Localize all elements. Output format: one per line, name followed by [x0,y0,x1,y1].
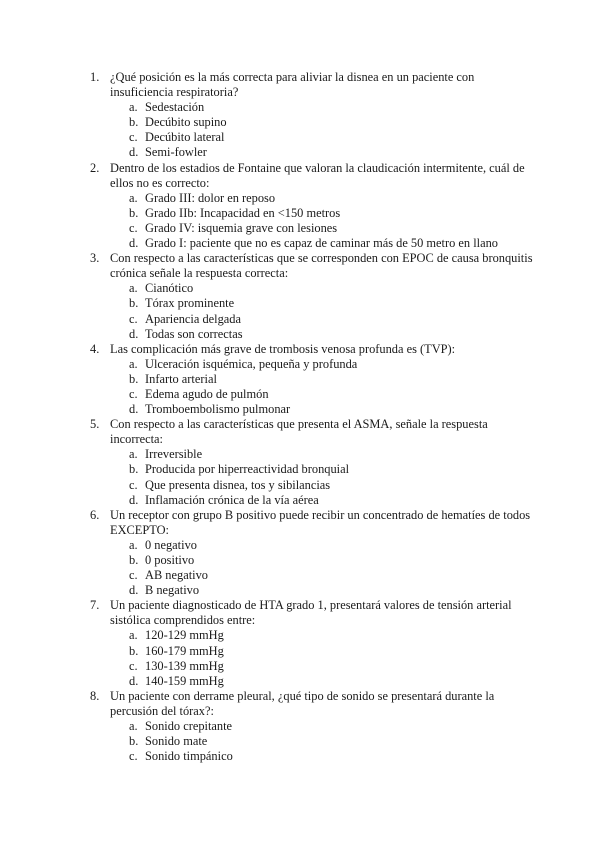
question-1 [90,70,535,161]
question-text: ¿Qué posición es la más correcta para aliviar la disnea en un paciente con insuficiencia respiratoria? [110,70,475,100]
option-letter: b. [129,205,139,220]
answer-option [90,100,535,115]
question-number: 3. [90,251,100,266]
option-text: Sonido mate [145,734,208,749]
question-7 [90,598,535,689]
option-letter: d. [129,402,139,417]
answer-options [90,628,535,688]
option-letter: b. [129,296,139,311]
answer-option [90,206,535,221]
option-text: Irreversible [145,447,203,462]
option-letter: a. [129,628,138,643]
answer-options [90,281,535,341]
question-text: Un paciente con derrame pleural, ¿qué tipo de sonido se presentará durante la percusión del tórax?: [110,688,495,718]
option-letter: b. [129,553,139,567]
answer-option [90,236,535,251]
question-number: 5. [90,417,100,432]
option-letter: c. [129,386,138,401]
answer-option [90,447,535,462]
question-row [90,689,535,719]
option-text: 120-129 mmHg [145,628,224,643]
answer-option [90,462,535,477]
answer-option [90,568,535,583]
answer-option [90,644,535,659]
question-6 [90,508,535,599]
question-row [90,417,535,447]
option-text: Tromboembolismo pulmonar [145,402,291,417]
option-letter: a. [129,100,138,115]
option-letter: c. [129,568,138,583]
question-4 [90,342,535,417]
option-text: Que presenta disnea, tos y sibilancias [145,477,331,492]
option-letter: d. [129,583,139,598]
answer-option [90,719,535,734]
option-text: AB negativo [145,568,208,583]
question-2 [90,161,535,252]
option-text: Semi-fowler [145,145,207,160]
answer-option [90,583,535,598]
answer-option [90,312,535,327]
answer-options [90,100,535,160]
answer-option [90,553,535,568]
question-number: 7. [90,598,100,613]
answer-options [90,447,535,507]
option-letter: d. [129,236,139,251]
option-text: Sonido crepitante [145,719,233,734]
option-letter: c. [129,130,138,145]
option-letter: a. [129,719,138,734]
option-text: Apariencia delgada [145,311,241,326]
question-row [90,70,535,100]
option-letter: d. [129,673,139,688]
option-letter: a. [129,281,138,296]
question-text: Con respecto a las características que presenta el ASMA, señale la respuesta incorrecta: [110,417,488,447]
answer-option [90,372,535,387]
option-text: Producida por hiperreactividad bronquial [145,462,350,477]
question-number: 2. [90,160,100,175]
question-number: 1. [90,70,100,84]
question-text: Dentro de los estadios de Fontaine que valoran la claudicación intermitente, cuál de ellos no es correcto: [110,160,525,190]
question-number: 8. [90,688,100,703]
answer-option [90,674,535,689]
option-text: 130-139 mmHg [145,658,224,673]
option-text: Cianótico [145,281,194,296]
option-text: Grado IIb: Incapacidad en <150 metros [145,205,341,220]
option-letter: d. [129,145,139,160]
option-text: 0 positivo [145,553,195,567]
option-letter: b. [129,115,139,130]
answer-option [90,734,535,749]
answer-options [90,191,535,251]
question-number: 4. [90,341,100,356]
answer-option [90,130,535,145]
answer-option [90,493,535,508]
answer-option [90,749,535,764]
question-3 [90,251,535,342]
answer-options [90,719,535,764]
option-text: 0 negativo [145,537,197,552]
option-text: Edema agudo de pulmón [145,386,269,401]
option-text: Grado III: dolor en reposo [145,190,276,205]
answer-option [90,296,535,311]
question-row [90,342,535,357]
option-letter: a. [129,356,138,371]
option-text: Infarto arterial [145,371,217,386]
answer-options [90,538,535,598]
option-text: Grado IV: isquemia grave con lesiones [145,220,338,235]
answer-option [90,659,535,674]
answer-option [90,191,535,206]
option-letter: c. [129,311,138,326]
question-text: Un paciente diagnosticado de HTA grado 1, presentará valores de tensión arterial sistólica comprendidos entre: [110,598,512,628]
option-text: Decúbito lateral [145,130,225,145]
option-text: Grado I: paciente que no es capaz de caminar más de 50 metro en llano [145,236,498,251]
option-letter: b. [129,371,139,386]
option-letter: a. [129,537,138,552]
answer-option [90,628,535,643]
question-5 [90,417,535,508]
answer-option [90,357,535,372]
option-text: B negativo [145,583,200,598]
option-text: Inflamación crónica de la vía aérea [145,492,319,507]
option-text: 140-159 mmHg [145,673,224,688]
answer-option [90,478,535,493]
option-letter: b. [129,643,139,658]
answer-option [90,387,535,402]
answer-option [90,221,535,236]
option-text: Todas son correctas [145,326,243,341]
option-letter: c. [129,220,138,235]
answer-option [90,402,535,417]
option-text: Ulceración isquémica, pequeña y profunda [145,356,358,371]
question-row [90,251,535,281]
option-letter: a. [129,447,138,462]
option-letter: a. [129,190,138,205]
option-letter: b. [129,734,139,749]
option-letter: d. [129,492,139,507]
option-text: Tórax prominente [145,296,235,311]
option-letter: c. [129,658,138,673]
option-letter: c. [129,749,138,764]
option-text: Decúbito supino [145,115,227,130]
option-letter: b. [129,462,139,477]
question-list [90,70,535,764]
option-letter: c. [129,477,138,492]
option-text: Sedestación [145,100,205,115]
answer-option [90,538,535,553]
question-row [90,508,535,538]
question-text: Con respecto a las características que se corresponden con EPOC de causa bronquitis crónica señale la respuesta correcta: [110,251,533,281]
question-row [90,161,535,191]
question-number: 6. [90,507,100,522]
answer-option [90,327,535,342]
option-text: Sonido timpánico [145,749,233,764]
answer-option [90,281,535,296]
option-letter: d. [129,326,139,341]
answer-options [90,357,535,417]
option-text: 160-179 mmHg [145,643,224,658]
question-text: Las complicación más grave de trombosis venosa profunda es (TVP): [110,341,456,356]
question-row [90,598,535,628]
answer-option [90,115,535,130]
question-text: Un receptor con grupo B positivo puede recibir un concentrado de hematíes de todos EXCEPTO: [110,507,531,537]
answer-option [90,145,535,160]
question-8 [90,689,535,764]
